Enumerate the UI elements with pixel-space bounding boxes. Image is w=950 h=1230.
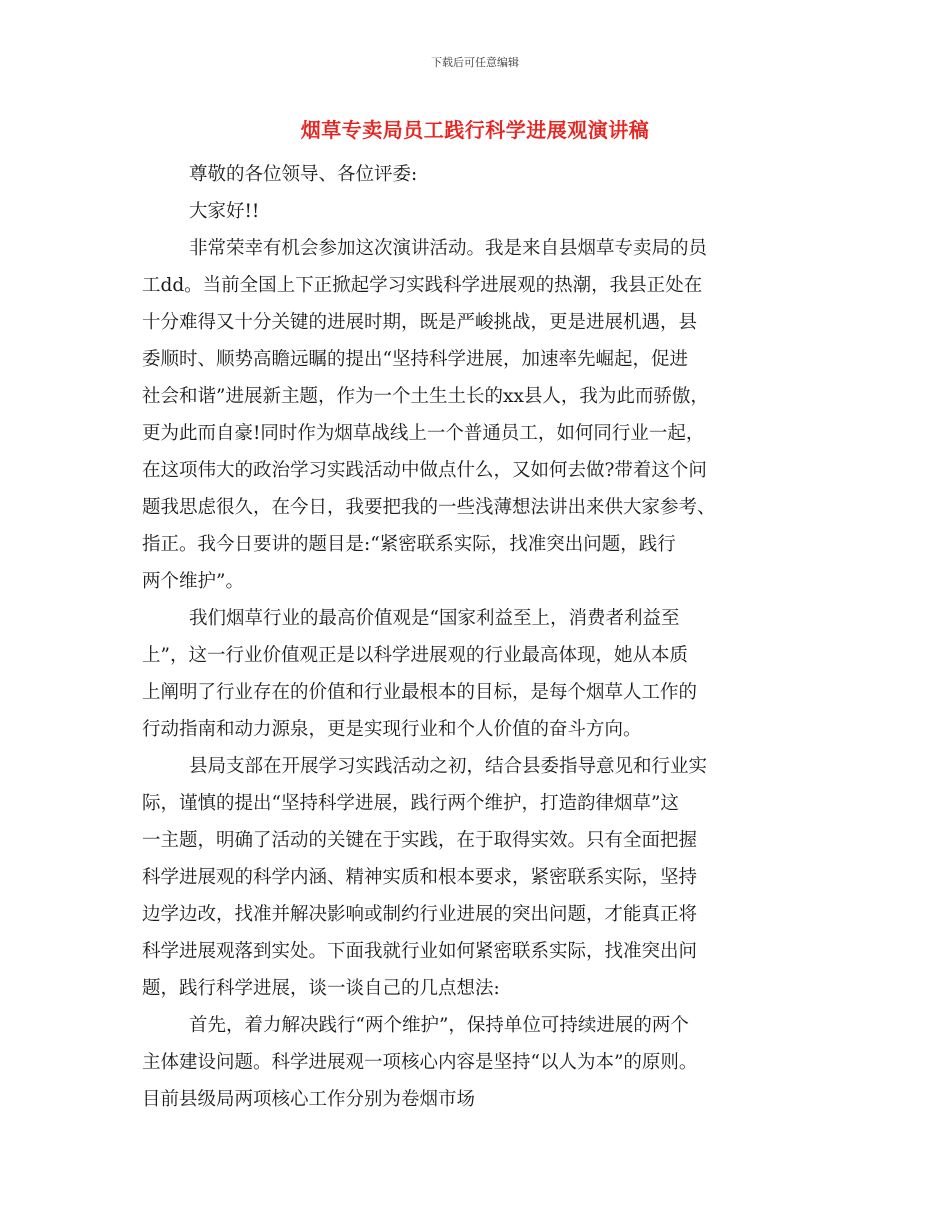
header-note: 下载后可任意编辑 <box>431 56 519 69</box>
paragraph-line: 科学进展观的科学内涵、精神实质和根本要求，紧密联系实际，坚持 <box>142 867 698 888</box>
paragraph-line: 非常荣幸有机会参加这次演讲活动。我是来自县烟草专卖局的员 <box>189 238 708 259</box>
paragraph-line: 指正。我今日要讲的题目是:“紧密联系实际，找准突出问题，践行 <box>142 534 676 555</box>
greeting: 大家好!! <box>189 201 260 222</box>
paragraph-line: 边学边改，找准并解决影响或制约行业进展的突出问题，才能真正将 <box>142 904 698 925</box>
paragraph-line: 上”，这一行业价值观正是以科学进展观的行业最高体现，她从本质 <box>142 645 688 666</box>
document-title: 烟草专卖局员工践行科学进展观演讲稿 <box>300 118 650 142</box>
document-body <box>142 156 814 1118</box>
paragraph-line: 十分难得又十分关键的进展时期，既是严峻挑战，更是进展机遇，县 <box>142 312 698 333</box>
paragraph-line: 工dd。当前全国上下正掀起学习实践科学进展观的热潮，我县正处在 <box>142 275 703 296</box>
paragraph-line: 题，践行科学进展，谈一谈自己的几点想法: <box>142 978 500 999</box>
paragraph-line: 科学进展观落到实处。下面我就行业如何紧密联系实际，找准突出问 <box>142 941 698 962</box>
paragraph-line: 在这项伟大的政治学习实践活动中做点什么，又如何去做?带着这个问 <box>142 460 707 481</box>
paragraph-line: 上阐明了行业存在的价值和行业最根本的目标，是每个烟草人工作的 <box>142 682 698 703</box>
paragraph-line: 一主题，明确了活动的关键在于实践，在于取得实效。只有全面把握 <box>142 830 698 851</box>
paragraph-line: 题我思虑很久，在今日，我要把我的一些浅薄想法讲出来供大家参考、 <box>142 497 716 518</box>
paragraph-line: 际，谨慎的提出“坚持科学进展，践行两个维护，打造韵律烟草”这 <box>142 793 679 814</box>
paragraph-line: 目前县级局两项核心工作分别为卷烟市场 <box>142 1089 476 1110</box>
paragraph-line: 县局支部在开展学习实践活动之初，结合县委指导意见和行业实 <box>189 756 708 777</box>
paragraph-line: 两个维护”。 <box>142 571 244 592</box>
paragraph-line: 主体建设问题。科学进展观一项核心内容是坚持“以人为本”的原则。 <box>142 1052 698 1073</box>
paragraph-line: 首先，着力解决践行“两个维护”，保持单位可持续进展的两个 <box>189 1015 689 1036</box>
salutation: 尊敬的各位领导、各位评委: <box>189 164 418 185</box>
paragraph-line: 行动指南和动力源泉，更是实现行业和个人价值的奋斗方向。 <box>142 719 642 740</box>
paragraph-line: 委顺时、顺势高瞻远瞩的提出“坚持科学进展，加速率先崛起，促进 <box>142 349 688 370</box>
paragraph-line: 我们烟草行业的最高价值观是“国家利益至上，消费者利益至 <box>189 608 680 629</box>
paragraph-line: 更为此而自豪!同时作为烟草战线上一个普通员工，如何同行业一起， <box>142 423 705 444</box>
paragraph-line: 社会和谐”进展新主题，作为一个土生土长的xx县人，我为此而骄傲， <box>142 386 709 407</box>
